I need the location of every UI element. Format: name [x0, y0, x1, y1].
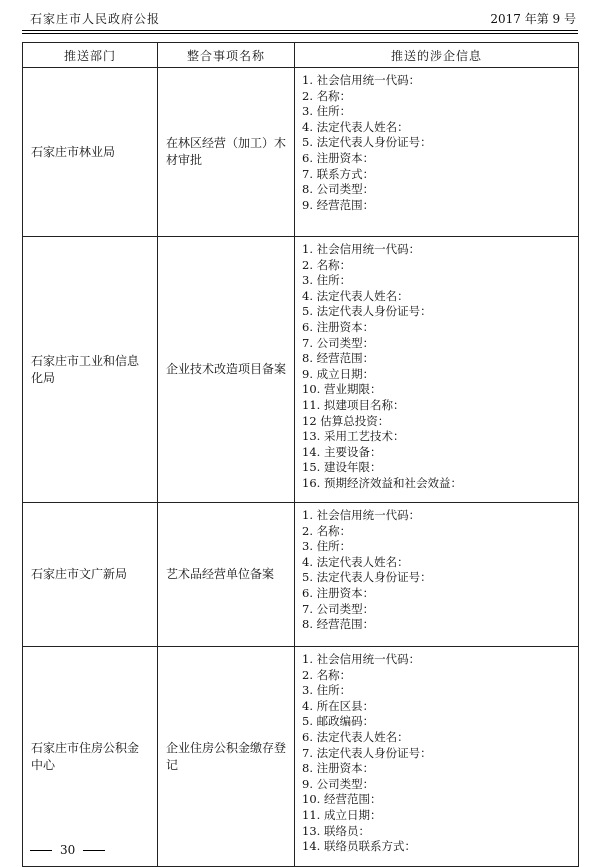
info-line: 4. 法定代表人姓名：: [302, 554, 409, 569]
info-line: 5. 法定代表人身份证号：: [302, 304, 432, 319]
info-line: 14. 联络员联系方式：: [302, 839, 416, 854]
info-line: 2. 名称：: [302, 88, 352, 103]
info-line: 9. 经营范围：: [302, 197, 375, 212]
info-line: 13. 联络员：: [302, 823, 370, 838]
department-cell: 石家庄市工业和信息化局: [23, 237, 158, 503]
info-line: 1. 社会信用统一代码：: [302, 508, 421, 522]
info-line: 16. 预期经济效益和社会效益：: [302, 475, 462, 490]
column-header-department: 推送部门: [23, 43, 158, 68]
header-rule-thin: [22, 33, 578, 34]
page-header: [22, 9, 578, 29]
info-line: 6. 法定代表人姓名：: [302, 729, 409, 744]
info-line: 9. 公司类型：: [302, 776, 375, 791]
publication-title: 石家庄市人民政府公报: [30, 12, 161, 26]
info-line: 2. 名称：: [302, 523, 352, 538]
info-line: 10. 营业期限：: [302, 382, 382, 397]
info-line: 12 估算总投资：: [302, 413, 390, 428]
info-line: 8. 经营范围：: [302, 617, 375, 632]
item-cell: 企业技术改造项目备案: [158, 237, 295, 503]
info-line: 11. 拟建项目名称：: [302, 397, 405, 412]
info-line: 4. 法定代表人姓名：: [302, 119, 409, 134]
info-push-table: [22, 42, 579, 867]
info-line: 3. 住所：: [302, 683, 352, 698]
table-row: [23, 503, 579, 647]
item-cell: 企业住房公积金缴存登记: [158, 647, 295, 867]
info-line: 7. 公司类型：: [302, 601, 375, 616]
item-cell: 在林区经营（加工）木材审批: [158, 68, 295, 237]
info-line: 15. 建设年限：: [302, 460, 382, 475]
column-header-info: 推送的涉企信息: [295, 43, 579, 68]
info-cell: [295, 503, 579, 647]
issue-number: 2017 年第 9 号: [490, 12, 576, 26]
info-line: 1. 社会信用统一代码：: [302, 73, 421, 87]
department-cell: 石家庄市林业局: [23, 68, 158, 237]
info-line: 3. 住所：: [302, 539, 352, 554]
department-cell: 石家庄市住房公积金中心: [23, 647, 158, 867]
info-line: 6. 注册资本：: [302, 585, 375, 600]
info-line: 8. 经营范围：: [302, 351, 375, 366]
info-line: 8. 公司类型：: [302, 182, 375, 197]
info-line: 13. 采用工艺技术：: [302, 429, 405, 444]
table-row: [23, 647, 579, 867]
info-line: 5. 邮政编码：: [302, 714, 375, 729]
info-line: 3. 住所：: [302, 273, 352, 288]
info-line: 9. 成立日期：: [302, 366, 375, 381]
info-cell: [295, 68, 579, 237]
column-header-item: 整合事项名称: [158, 43, 295, 68]
page-footer: [30, 843, 105, 857]
info-line: 7. 联系方式：: [302, 166, 375, 181]
info-line: 10. 经营范围：: [302, 792, 382, 807]
info-line: 4. 所在区县：: [302, 698, 375, 713]
table-row: [23, 237, 579, 503]
info-line: 11. 成立日期：: [302, 807, 382, 822]
info-cell: [295, 237, 579, 503]
info-line: 5. 法定代表人身份证号：: [302, 570, 432, 585]
info-line: 1. 社会信用统一代码：: [302, 242, 421, 256]
footer-dash-left: [30, 850, 52, 851]
info-line: 8. 注册资本：: [302, 761, 375, 776]
footer-dash-right: [83, 850, 105, 851]
item-cell: 艺术品经营单位备案: [158, 503, 295, 647]
info-line: 2. 名称：: [302, 257, 352, 272]
info-line: 6. 注册资本：: [302, 150, 375, 165]
page-number: 30: [60, 843, 76, 857]
info-line: 4. 法定代表人姓名：: [302, 288, 409, 303]
info-line: 3. 住所：: [302, 104, 352, 119]
table-header-row: [23, 43, 579, 68]
info-cell: [295, 647, 579, 867]
info-line: 6. 注册资本：: [302, 319, 375, 334]
info-line: 7. 法定代表人身份证号：: [302, 745, 432, 760]
department-cell: 石家庄市文广新局: [23, 503, 158, 647]
info-line: 1. 社会信用统一代码：: [302, 652, 421, 666]
info-line: 5. 法定代表人身份证号：: [302, 135, 432, 150]
info-line: 14. 主要设备：: [302, 444, 382, 459]
table-row: [23, 68, 579, 237]
info-line: 2. 名称：: [302, 667, 352, 682]
info-line: 7. 公司类型：: [302, 335, 375, 350]
header-rule: [22, 30, 578, 31]
